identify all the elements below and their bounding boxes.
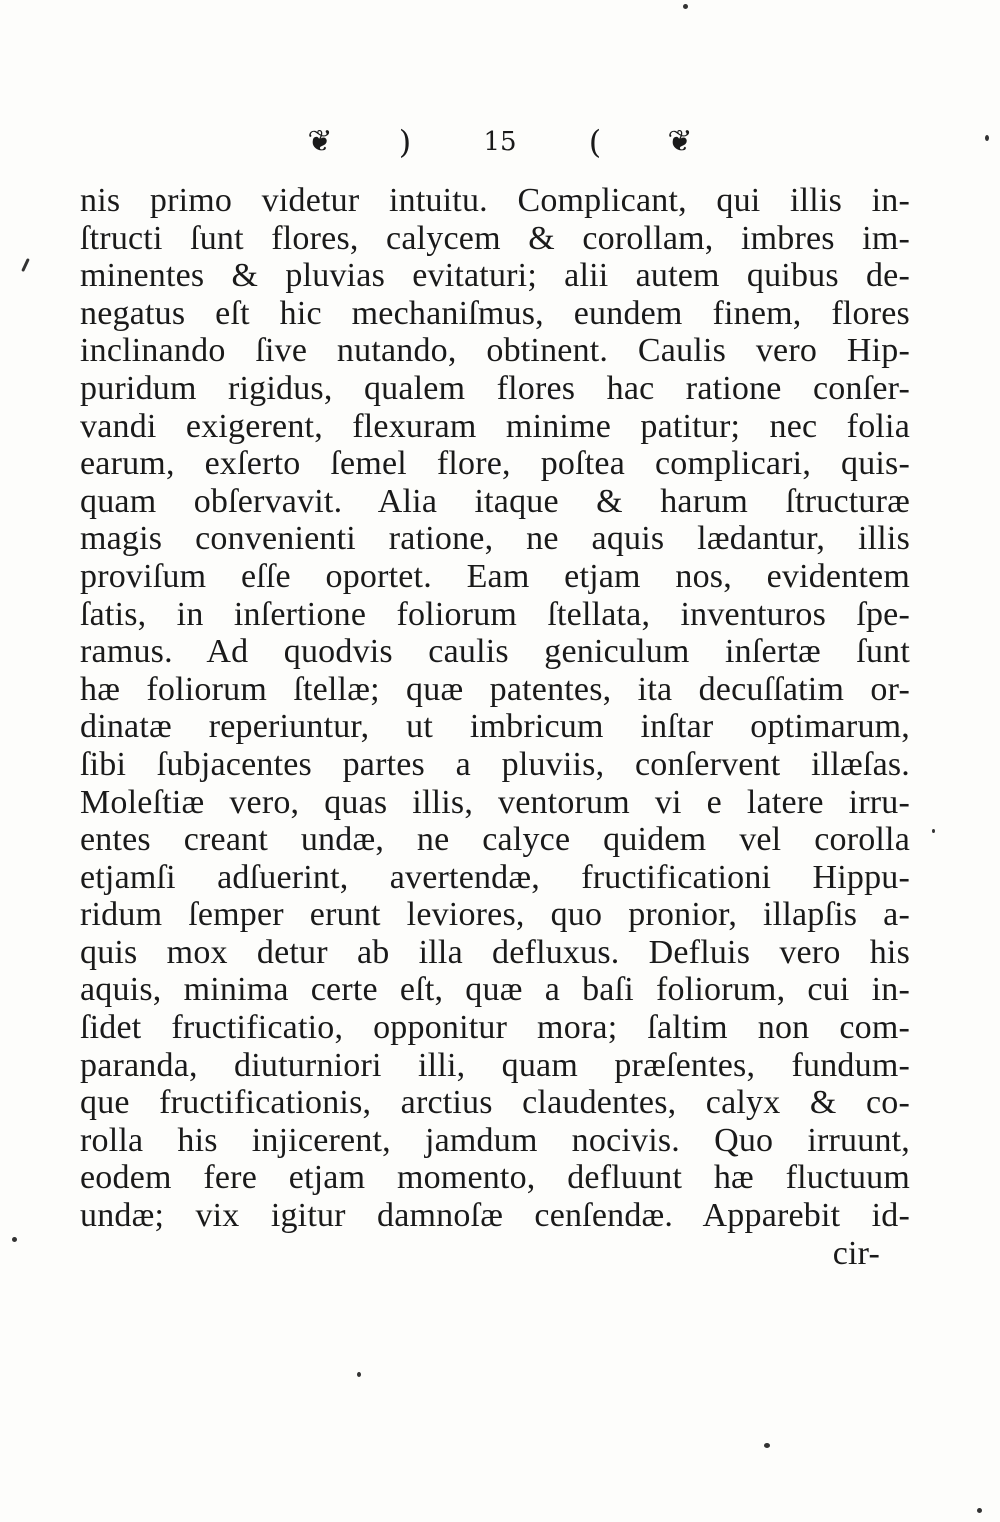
body-text	[80, 182, 910, 1272]
ink-speck	[764, 1443, 770, 1448]
right-bracket: (	[588, 123, 602, 161]
text-line: minentes & pluvias evitaturi; alii autem quibus de-	[80, 257, 910, 295]
text-line: que fructificationis, arctius claudentes, calyx & co-	[80, 1084, 910, 1122]
text-line: ſtructi ſunt flores, calycem & corollam, imbres im-	[80, 219, 910, 257]
ink-speck	[985, 135, 989, 141]
text-line: hæ foliorum ſtellæ; quæ patentes, ita decuſſatim or-	[80, 670, 910, 708]
running-head	[300, 122, 700, 162]
text-line: ſidet fructificatio, opponitur mora; ſaltim non com-	[80, 1009, 910, 1047]
page-number: 15	[483, 127, 517, 157]
text-line: ſatis, in inſertione foliorum ſtellata, inventuros ſpe-	[80, 595, 910, 633]
text-line: vandi exigerent, flexuram minime patitur; nec folia	[80, 407, 910, 445]
text-line: etjamſi adſuerint, avertendæ, fructificationi Hippu-	[80, 858, 910, 896]
catchword: cir-	[832, 1234, 880, 1272]
text-line: quis mox detur ab illa defluxus. Defluis vero his	[80, 933, 910, 971]
ink-speck	[977, 1508, 982, 1513]
text-line: nis primo videtur intuitu. Complicant, qui illis in-	[80, 182, 910, 219]
ink-speck	[12, 1237, 17, 1242]
text-line: ſibi ſubjacentes partes a pluviis, conſervent illæſas.	[80, 745, 910, 783]
text-line: puridum rigidus, qualem flores hac ratione conſer-	[80, 369, 910, 407]
right-fleuron-icon: ❦	[667, 124, 693, 159]
text-line: eodem fere etjam momento, defluunt hæ fluctuum	[80, 1159, 910, 1197]
left-fleuron-icon: ❦	[307, 124, 333, 159]
ink-speck	[932, 829, 935, 833]
text-line: paranda, diuturniori illi, quam præſentes, fundum-	[80, 1046, 910, 1084]
text-line: inclinando ſive nutando, obtinent. Caulis vero Hip-	[80, 332, 910, 370]
text-line: magis convenienti ratione, ne aquis lædantur, illis	[80, 520, 910, 558]
ink-speck	[357, 1372, 361, 1377]
text-line: rolla his injicerent, jamdum nocivis. Quo irruunt,	[80, 1121, 910, 1159]
text-line: negatus eſt hic mechaniſmus, eundem finem, flores	[80, 294, 910, 332]
text-line: aquis, minima certe eſt, quæ a baſi foliorum, cui in-	[80, 971, 910, 1009]
text-line: proviſum eſſe oportet. Eam etjam nos, evidentem	[80, 557, 910, 595]
text-line: earum, exſerto ſemel flore, poſtea complicari, quis-	[80, 445, 910, 483]
text-line: undæ; vix igitur damnoſæ cenſendæ. Apparebit id-	[80, 1197, 910, 1235]
text-line: dinatæ reperiuntur, ut imbricum inſtar optimarum,	[80, 708, 910, 746]
text-line: ramus. Ad quodvis caulis geniculum inſertæ ſunt	[80, 633, 910, 671]
left-bracket: )	[398, 123, 412, 161]
text-line: Moleſtiæ vero, quas illis, ventorum vi e latere irru-	[80, 783, 910, 821]
text-line: entes creant undæ, ne calyce quidem vel corolla	[80, 821, 910, 859]
text-line: ridum ſemper erunt leviores, quo pronior, illapſis a-	[80, 896, 910, 934]
text-line: quam obſervavit. Alia itaque & harum ſtructuræ	[80, 482, 910, 520]
ink-speck	[21, 258, 30, 272]
ink-speck	[683, 4, 688, 9]
